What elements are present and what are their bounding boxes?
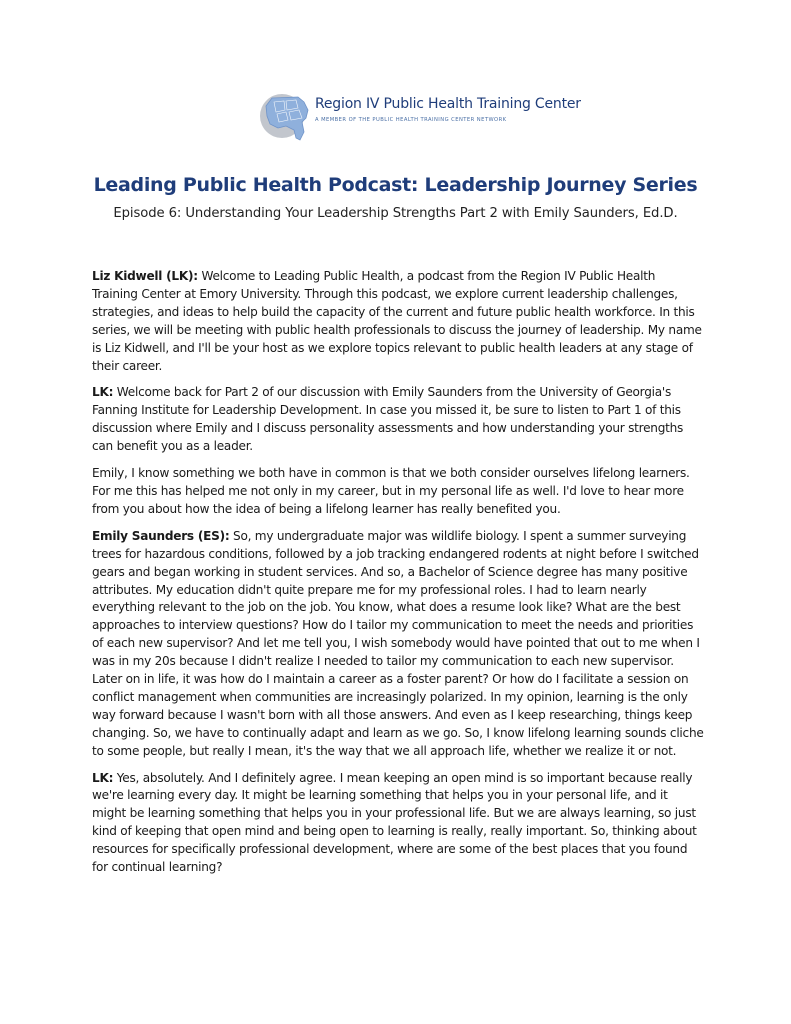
transcript-paragraph [92, 528, 704, 761]
speaker-label: Emily Saunders (ES): [92, 528, 230, 543]
transcript-paragraph [92, 770, 704, 877]
org-tagline: A MEMBER OF THE PUBLIC HEALTH TRAINING CENTER NETWORK [315, 117, 507, 123]
paragraph-text: Welcome back for Part 2 of our discussion with Emily Saunders from the University of Georgia's Fanning Institute for Leadership Development. In case you missed it, be sure to listen to Part 1 of this discussion where Emily and I discuss personality assessments and how understanding your strengths can benefit you as a leader. [92, 385, 684, 454]
transcript-paragraph [92, 384, 704, 456]
speaker-label: Liz Kidwell (LK): [92, 269, 198, 283]
document-title: Leading Public Health Podcast: Leadership Journey Series [93, 174, 698, 196]
org-name: Region IV Public Health Training Center [315, 96, 581, 112]
southeast-us-map-icon [258, 88, 318, 146]
paragraph-text: Welcome to Leading Public Health, a podcast from the Region IV Public Health Training Center at Emory University. Through this podcast, we explore current leadership challenges, strategies, and ideas to help build the capacity of the current and future public health workforce. In this series, we will be meeting with public health professionals to discuss the journey of leadership. My name is Liz Kidwell, and I'll be your host as we explore topics relevant to public health leaders at any stage of their career. [92, 269, 702, 373]
speaker-label: LK: [92, 770, 114, 785]
document-subtitle: Episode 6: Understanding Your Leadership Strengths Part 2 with Emily Saunders, Ed.D. [113, 206, 678, 221]
transcript-paragraph [92, 465, 704, 519]
transcript-body [92, 268, 704, 886]
paragraph-text: So, my undergraduate major was wildlife biology. I spent a summer surveying trees for hazardous conditions, followed by a job tracking endangered rodents at night before I switched gears and began working in student services. And so, a Bachelor of Science degree has many positive attributes. My education didn't quite prepare me for my professional roles. I had to learn nearly everything relevant to the job on the job. You know, what does a resume look like? What are the best approaches to interview questions? How do I tailor my communication to meet the needs and priorities of each new supervisor? And let me tell you, I wish somebody would have pointed that out to me when I was in my 20s because I didn't realize I needed to tailor my communication to each new supervisor. Later on in life, it was how do I maintain a career as a foster parent? Or how do I facilitate a session on conflict management when communities are increasingly polarized. In my opinion, learning is the only way forward because I wasn't born with all those answers. And even as I keep researching, things keep changing. So, we have to continually adapt and learn as we go. So, I know lifelong learning sounds cliche to some people, but really I mean, it's the way that we all approach life, whether we realize it or not. [92, 528, 704, 758]
header-logo [258, 88, 581, 146]
paragraph-text: Yes, absolutely. And I definitely agree. I mean keeping an open mind is so important because really we're learning every day. It might be learning something that helps you in your personal life, and it might be learning something that helps you in your professional life. But we are always learning, so just kind of keeping that open mind and being open to learning is really, really important. So, thinking about resources for specifically professional development, where are some of the best places that you found for continual learning? [92, 770, 697, 875]
speaker-label: LK: [92, 385, 114, 400]
paragraph-text: Emily, I know something we both have in common is that we both consider ourselves lifelong learners. For me this has helped me not only in my career, but in my personal life as well. I'd love to hear more from you about how the idea of being a lifelong learner has really benefited you. [92, 466, 690, 516]
transcript-paragraph [92, 268, 704, 375]
